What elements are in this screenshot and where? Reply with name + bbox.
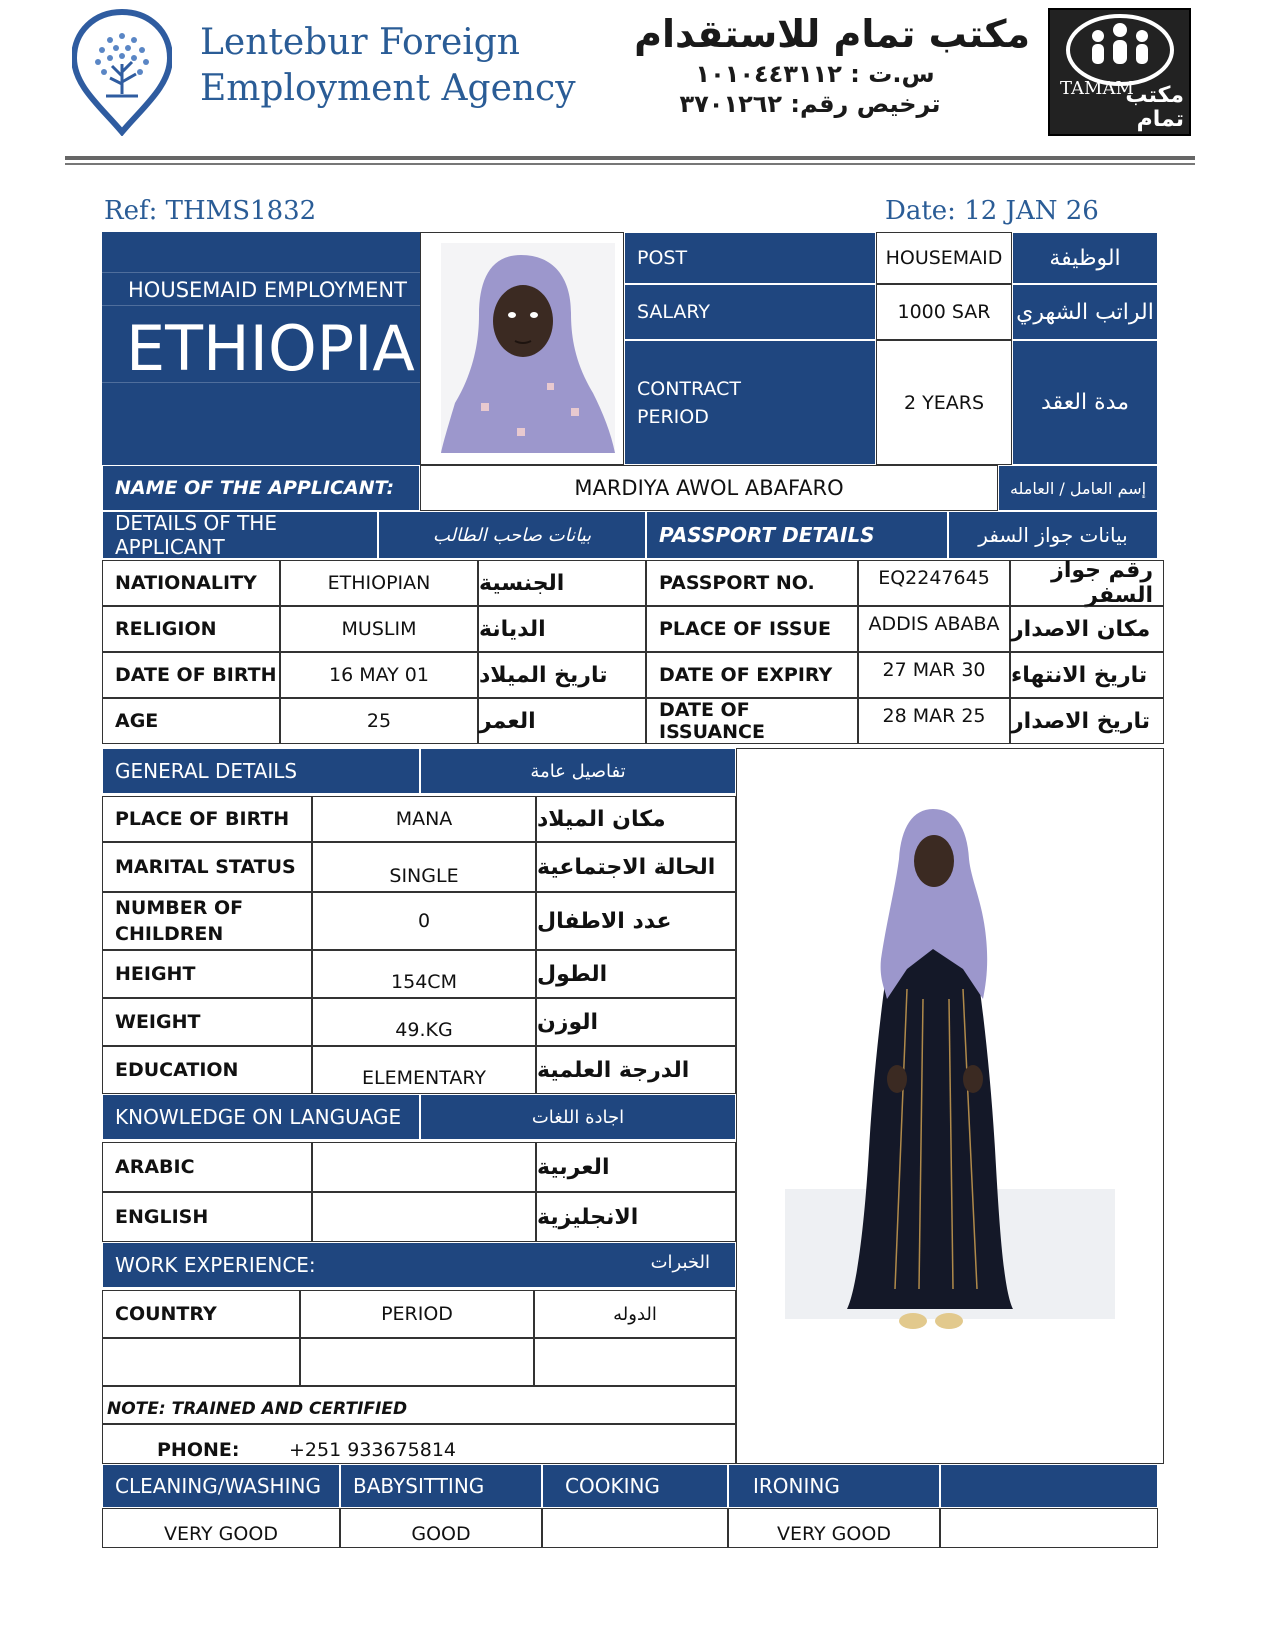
date-of-issuance-label: DATE OF ISSUANCE: [646, 698, 858, 744]
details-header: DETAILS OF THE APPLICANT: [102, 511, 378, 559]
contract-period-label-arabic: مدة العقد: [1012, 340, 1158, 465]
full-body-photo-frame: [736, 748, 1164, 1464]
english-language-label-arabic: الانجليزية: [536, 1192, 736, 1242]
details-header-arabic: بيانات صاحب الطالب: [378, 511, 646, 559]
employment-banner: [102, 232, 420, 465]
weight-label-arabic: الوزن: [536, 998, 736, 1046]
work-period-column: PERIOD: [300, 1290, 534, 1338]
header-divider-thin: [65, 163, 1195, 165]
marital-status-label-arabic: الحالة الاجتماعية: [536, 842, 736, 892]
english-language-label: ENGLISH: [102, 1192, 312, 1242]
skill-cooking-level: [542, 1508, 728, 1548]
badge-english-text: TAMAM: [1060, 78, 1134, 99]
post-label: POST: [624, 232, 876, 284]
skill-empty-level: [940, 1508, 1158, 1548]
weight-label: WEIGHT: [102, 998, 312, 1046]
passport-number-label: PASSPORT NO.: [646, 560, 858, 606]
nationality-label-arabic: الجنسية: [478, 560, 646, 606]
skill-cleaning-washing-level: VERY GOOD: [102, 1508, 340, 1548]
document-date: Date: 12 JAN 26: [885, 196, 1099, 226]
height-label: HEIGHT: [102, 950, 312, 998]
license-number: ترخيص رقم: ٣٧٠١٢٦٢: [679, 90, 941, 118]
skill-ironing: IRONING: [728, 1464, 940, 1508]
children-label-arabic: عدد الاطفال: [536, 892, 736, 950]
skill-cooking: COOKING: [542, 1464, 728, 1508]
applicant-portrait: [420, 232, 624, 465]
post-label-arabic: الوظيفة: [1012, 232, 1158, 284]
general-details-header: GENERAL DETAILS: [102, 748, 420, 794]
work-row-empty-country: [102, 1338, 300, 1386]
tamam-badge-logo: [1048, 8, 1191, 136]
children-label: NUMBER OF CHILDREN: [102, 892, 312, 950]
note-row: NOTE: TRAINED AND CERTIFIED: [102, 1386, 736, 1424]
nationality-value: ETHIOPIAN: [280, 560, 478, 606]
header-divider: [65, 156, 1195, 160]
work-row-empty-period: [300, 1338, 534, 1386]
marital-status-label: MARITAL STATUS: [102, 842, 312, 892]
phone-value: +251 933675814: [289, 1439, 457, 1461]
salary-value: 1000 SAR: [876, 284, 1012, 340]
place-of-issue-value: ADDIS ABABA: [858, 606, 1010, 652]
banner-country: ETHIOPIA: [126, 312, 415, 385]
date-of-expiry-value: 27 MAR 30: [858, 652, 1010, 698]
arabic-language-label: ARABIC: [102, 1142, 312, 1192]
contract-period-label: CONTRACT PERIOD: [624, 340, 876, 465]
arabic-language-label-arabic: العربية: [536, 1142, 736, 1192]
applicant-name-label-arabic: إسم العامل / العامله: [998, 465, 1158, 511]
education-label-arabic: الدرجة العلمية: [536, 1046, 736, 1094]
date-of-birth-label-arabic: تاريخ الميلاد: [478, 652, 646, 698]
badge-arabic-text: مكتب تمام: [1125, 83, 1184, 132]
weight-value: 49.KG: [312, 998, 536, 1046]
age-value: 25: [280, 698, 478, 744]
height-value: 154CM: [312, 950, 536, 998]
banner-subtitle: HOUSEMAID EMPLOYMENT: [128, 278, 407, 302]
work-country-column-arabic: الدوله: [534, 1290, 736, 1338]
skill-ironing-level: VERY GOOD: [728, 1508, 940, 1548]
place-of-birth-label: PLACE OF BIRTH: [102, 796, 312, 842]
place-of-issue-label-arabic: مكان الاصدار: [1010, 606, 1164, 652]
religion-label-arabic: الديانة: [478, 606, 646, 652]
work-country-column: COUNTRY: [102, 1290, 300, 1338]
agency-arabic-name: مكتب تمام للاستقدام: [634, 12, 1030, 56]
arabic-language-value: [312, 1142, 536, 1192]
work-row-empty-arabic: [534, 1338, 736, 1386]
place-of-issue-label: PLACE OF ISSUE: [646, 606, 858, 652]
skill-babysitting: BABYSITTING: [340, 1464, 542, 1508]
religion-label: RELIGION: [102, 606, 280, 652]
education-label: EDUCATION: [102, 1046, 312, 1094]
commercial-registration: س.ت : ١٠١٠٤٤٣١١٢: [695, 60, 935, 88]
height-label-arabic: الطول: [536, 950, 736, 998]
language-header-arabic: اجادة اللغات: [420, 1094, 736, 1140]
skill-empty: [940, 1464, 1158, 1508]
religion-value: MUSLIM: [280, 606, 478, 652]
education-value: ELEMENTARY: [312, 1046, 536, 1094]
date-of-birth-label: DATE OF BIRTH: [102, 652, 280, 698]
contract-period-value: 2 YEARS: [876, 340, 1012, 465]
date-of-expiry-label-arabic: تاريخ الانتهاء: [1010, 652, 1164, 698]
english-language-value: [312, 1192, 536, 1242]
salary-label-arabic: الراتب الشهري: [1012, 284, 1158, 340]
phone-label: PHONE:: [157, 1439, 240, 1461]
date-of-expiry-label: DATE OF EXPIRY: [646, 652, 858, 698]
language-header: KNOWLEDGE ON LANGUAGE: [102, 1094, 420, 1140]
work-experience-header-arabic: الخبرات: [650, 1252, 710, 1273]
age-label-arabic: العمر: [478, 698, 646, 744]
phone-row: [102, 1424, 736, 1464]
agency-name-line2: Employment Agency: [200, 68, 576, 109]
children-value: 0: [312, 892, 536, 950]
skill-babysitting-level: GOOD: [340, 1508, 542, 1548]
work-experience-header: WORK EXPERIENCE:: [102, 1242, 736, 1288]
date-of-birth-value: 16 MAY 01: [280, 652, 478, 698]
marital-status-value: SINGLE: [312, 842, 536, 892]
agency-logo-pin: [72, 8, 172, 136]
general-details-header-arabic: تفاصيل عامة: [420, 748, 736, 794]
passport-header: PASSPORT DETAILS: [646, 511, 948, 559]
date-of-issuance-value: 28 MAR 25: [858, 698, 1010, 744]
applicant-name-value: MARDIYA AWOL ABAFARO: [420, 465, 998, 511]
applicant-name-label: NAME OF THE APPLICANT:: [102, 465, 420, 511]
passport-header-arabic: بيانات جواز السفر: [948, 511, 1158, 559]
skill-cleaning-washing: CLEANING/WASHING: [102, 1464, 340, 1508]
date-of-issuance-label-arabic: تاريخ الاصدار: [1010, 698, 1164, 744]
reference-number: Ref: THMS1832: [104, 196, 317, 226]
age-label: AGE: [102, 698, 280, 744]
nationality-label: NATIONALITY: [102, 560, 280, 606]
place-of-birth-label-arabic: مكان الميلاد: [536, 796, 736, 842]
agency-name-line1: Lentebur Foreign: [200, 22, 520, 63]
place-of-birth-value: MANA: [312, 796, 536, 842]
passport-number-label-arabic: رقم جواز السفر: [1010, 560, 1164, 606]
salary-label: SALARY: [624, 284, 876, 340]
passport-number-value: EQ2247645: [858, 560, 1010, 606]
post-value: HOUSEMAID: [876, 232, 1012, 284]
